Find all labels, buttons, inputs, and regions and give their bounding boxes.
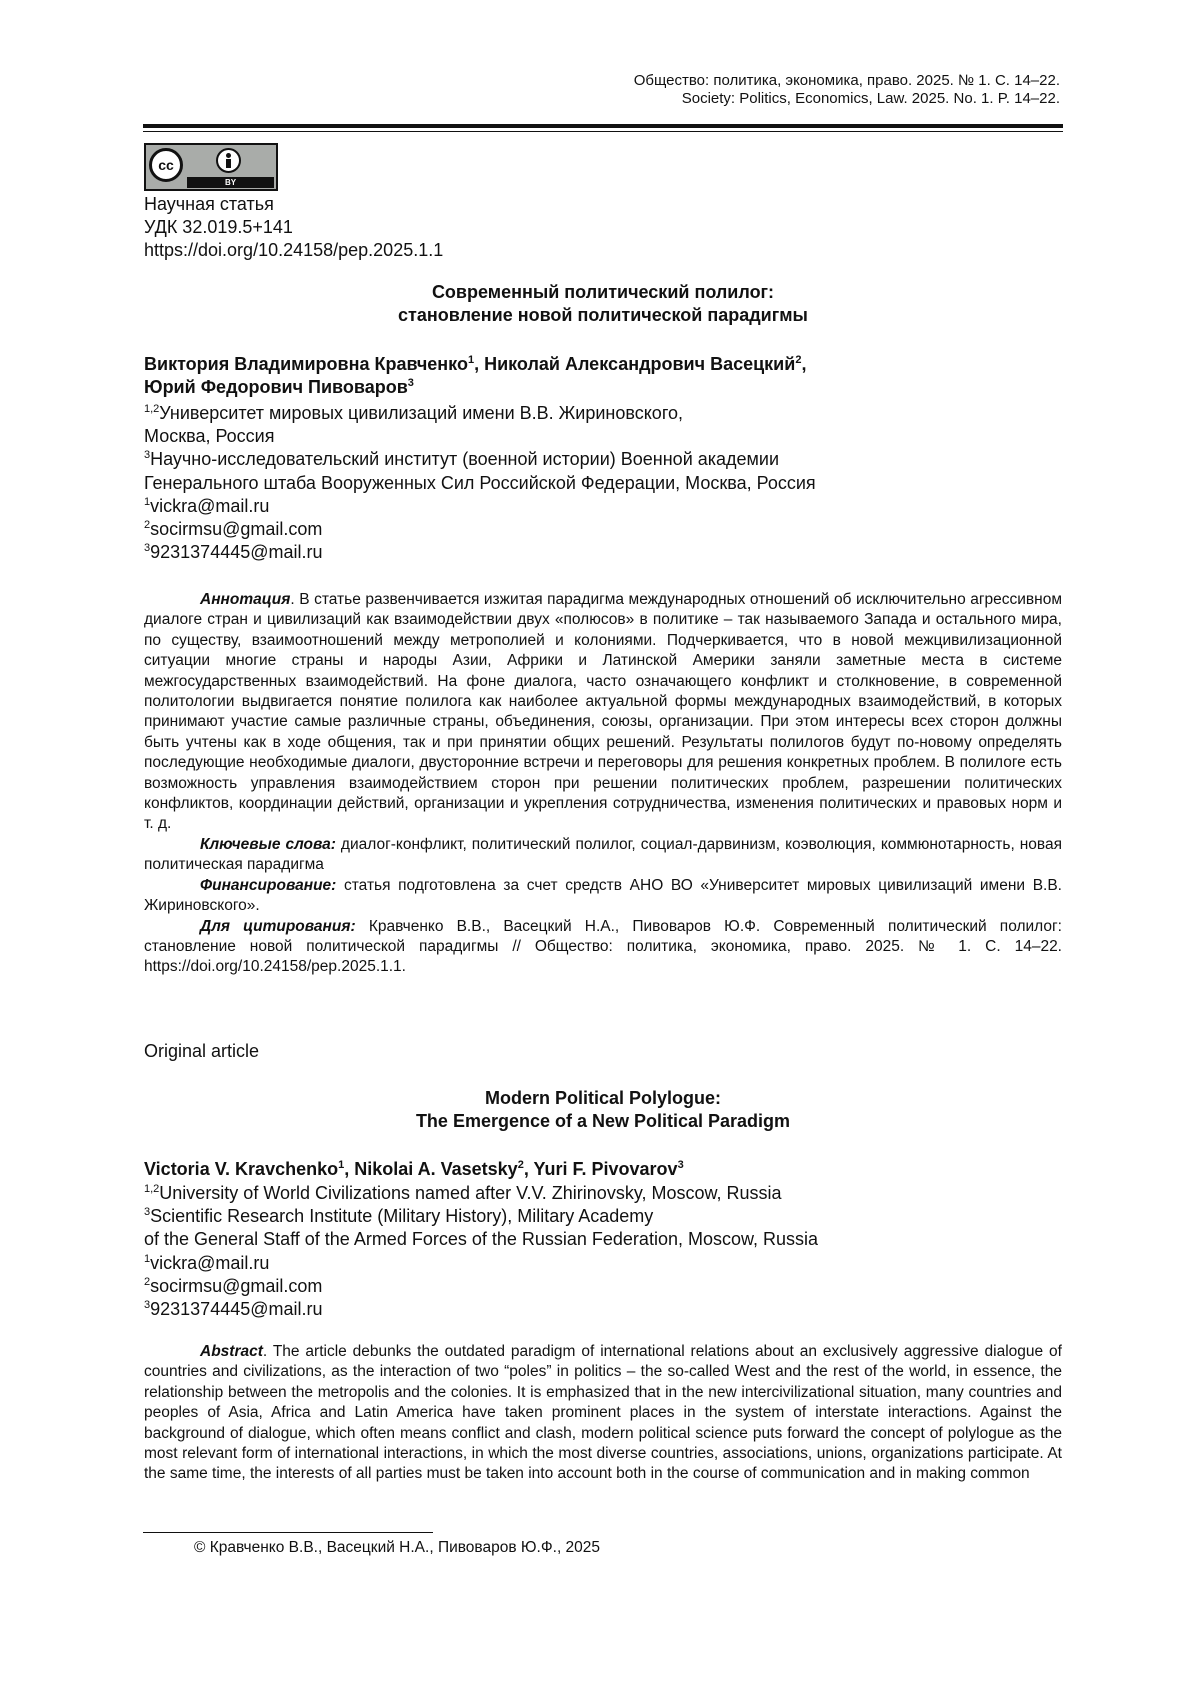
affiliation-1-ru-city: Москва, Россия bbox=[144, 426, 275, 447]
attribution-person-icon bbox=[216, 148, 241, 173]
citation-ru: Для цитирования: Кравченко В.В., Васецкий Н.А., Пивоваров Ю.Ф. Современный политический полилог: становление новой политической парадигмы // Общество: политика, экономика, право. 2025. № 1. С. 14–22. https://doi.org/10.24158/pep.2025.1.1. bbox=[144, 917, 1062, 976]
header-rule-thin bbox=[143, 131, 1063, 132]
authors-en: Victoria V. Kravchenko$^1$, Nikolai A. Vasetsky$^2$, Yuri F. Pivovarov$^3$ bbox=[144, 1159, 684, 1179]
article-meta bbox=[144, 193, 443, 262]
abstract-ru-block bbox=[144, 590, 1062, 978]
title-ru bbox=[143, 281, 1063, 327]
abstract-ru: Аннотация. В статье развенчивается изжитая парадигма международных отношений об исключительно агрессивном диалоге стран и цивилизаций как взаимодействии двух «полюсов» в политике – так называемого Запада и остального мира, по существу, взаимоотношений между метрополией и колониями. Подчеркивается, что в новой межцивилизационной ситуации многие страны и народы Азии, Африки и Латинской Америки заняли заметные места в системе межгосударственных взаимодействий. На фоне диалога, часто означающего конфликт и столкновение, в современной политологии выдвигается понятие полилога как наиболее актуальной формы международных взаимодействий, в которых принимают участие самые различные страны, объединения, союзы, организации. При этом интересы всех сторон должны быть учтены как в ходе общения, так и при принятии общих решений. Результаты полилогов будут по-новому определять последующие необходимые диалоги, двусторонние встречи и переговоры для решения конкретных проблем. В полилоге есть возможность управления взаимодействием сторон при решении политических проблем, разрешении политических конфликтов, координации действий, организации и укрепления сотрудничества, изменения политических и правовых норм и т. д. bbox=[144, 591, 1062, 833]
article-type-ru: Научная статья bbox=[144, 194, 274, 214]
email-1-en[interactable]: vickra@mail.ru bbox=[150, 1252, 270, 1273]
running-header bbox=[634, 72, 1060, 108]
author-1-ru: Виктория Владимировна Кравченко bbox=[144, 354, 468, 374]
author-1-en: Victoria V. Kravchenko bbox=[144, 1159, 339, 1179]
abstract-en: Abstract. The article debunks the outdated paradigm of international relations about an exclusively aggressive dialogue of countries and civilizations, as the interaction of two “poles” in politics – the so-called West and the rest of the world, in essence, the relationship between the metropolis and the colonies. It is emphasized that in the new intercivilizational situation, many countries and peoples of Asia, Africa and Latin America have taken prominent places in the system of interstate interactions. Against the background of dialogue, which often means conflict and clash, modern political science puts forward the concept of polylogue as the most relevant form of international interactions, in which the most diverse countries, associations, unions, organizations participate. At the same time, the interests of all parties must be taken into account both in the course of communication and in making common bbox=[144, 1343, 1062, 1483]
affiliation-2-en-cont: of the General Staff of the Armed Forces of the Russian Federation, Moscow, Russia bbox=[144, 1229, 819, 1250]
email-2[interactable]: socirmsu@gmail.com bbox=[150, 519, 323, 540]
footnote-rule bbox=[143, 1532, 433, 1533]
affiliation-2-ru-cont: Генерального штаба Вооруженных Сил Российской Федерации, Москва, Россия bbox=[144, 472, 816, 493]
article-type-en: Original article bbox=[144, 1041, 260, 1061]
title-ru-line1: Современный политический полилог: bbox=[431, 282, 775, 302]
email-3-en[interactable]: 9231374445@mail.ru bbox=[150, 1299, 323, 1320]
copyright-footnote: © Кравченко В.В., Васецкий Н.А., Пивоваров Ю.Ф., 2025 bbox=[194, 1539, 601, 1556]
email-1[interactable]: vickra@mail.ru bbox=[150, 495, 270, 516]
author-3-ru: Юрий Федорович Пивоваров bbox=[144, 377, 408, 397]
email-3[interactable]: 9231374445@mail.ru bbox=[150, 542, 323, 563]
affiliation-2-en: Scientific Research Institute (Military History), Military Academy bbox=[150, 1206, 654, 1227]
keywords-ru: Ключевые слова: диалог-конфликт, политический полилог, социал-дарвинизм, коэволюция, коммюнотарность, новая политическая парадигма bbox=[144, 835, 1062, 874]
journal-ref-en: Society: Politics, Economics, Law. 2025. No. 1. P. 14–22. bbox=[681, 90, 1060, 107]
journal-ref-ru: Общество: политика, экономика, право. 2025. № 1. С. 14–22. bbox=[633, 72, 1060, 89]
doi-link[interactable]: https://doi.org/10.24158/pep.2025.1.1 bbox=[144, 240, 444, 260]
email-2-en[interactable]: socirmsu@gmail.com bbox=[150, 1275, 323, 1296]
author-2-en: Nikolai A. Vasetsky bbox=[354, 1159, 518, 1179]
authors-ru: Виктория Владимировна Кравченко$^1$, Николай Александрович Васецкий$^2$, Юрий Федорович Пивоваров$^3$ bbox=[144, 354, 807, 397]
title-en bbox=[143, 1087, 1063, 1133]
affiliation-2-ru: Научно-исследовательский институт (военной истории) Военной академии bbox=[150, 449, 780, 470]
author-2-ru: Николай Александрович Васецкий bbox=[484, 354, 796, 374]
cc-by-license-icon bbox=[144, 143, 278, 191]
cc-icon: cc bbox=[149, 148, 183, 182]
udk-code: УДК 32.019.5+141 bbox=[144, 217, 293, 237]
title-en-line2: The Emergence of a New Political Paradigm bbox=[415, 1111, 791, 1131]
affiliations-en: $^{1,2}$University of World Civilizations named after V.V. Zhirinovsky, Moscow, Russia $^3$Scientific Research Institute (Military History), Military Academy of the General Staff of the Armed Forces of the Russian Federation, Moscow, Russia $^1$vickra@mail.ru $^2$socirmsu@gmail.com $^3$9231374445@mail.ru bbox=[144, 1183, 819, 1320]
by-label: BY bbox=[187, 177, 274, 188]
affiliation-1-ru: Университет мировых цивилизаций имени В.В. Жириновского, bbox=[159, 403, 684, 423]
affiliation-1-en: University of World Civilizations named after V.V. Zhirinovsky, Moscow, Russia bbox=[159, 1183, 782, 1203]
affiliations-ru: $^{1,2}$Университет мировых цивилизаций имени В.В. Жириновского, Москва, Россия $^3$Научно-исследовательский институт (военной истории) Военной академии Генерального штаба Вооруженных Сил Российской Федерации, Москва, Россия $^1$vickra@mail.ru $^2$socirmsu@gmail.com $^3$9231374445@mail.ru bbox=[144, 403, 816, 563]
funding-ru: Финансирование: статья подготовлена за счет средств АНО ВО «Университет мировых цивилизаций имени В.В. Жириновского». bbox=[144, 876, 1062, 915]
abstract-en-block bbox=[144, 1342, 1062, 1485]
author-3-en: Yuri F. Pivovarov bbox=[533, 1159, 678, 1179]
header-rule-thick bbox=[143, 124, 1063, 128]
title-en-line1: Modern Political Polylogue: bbox=[484, 1088, 722, 1108]
title-ru-line2: становление новой политической парадигмы bbox=[398, 305, 808, 325]
